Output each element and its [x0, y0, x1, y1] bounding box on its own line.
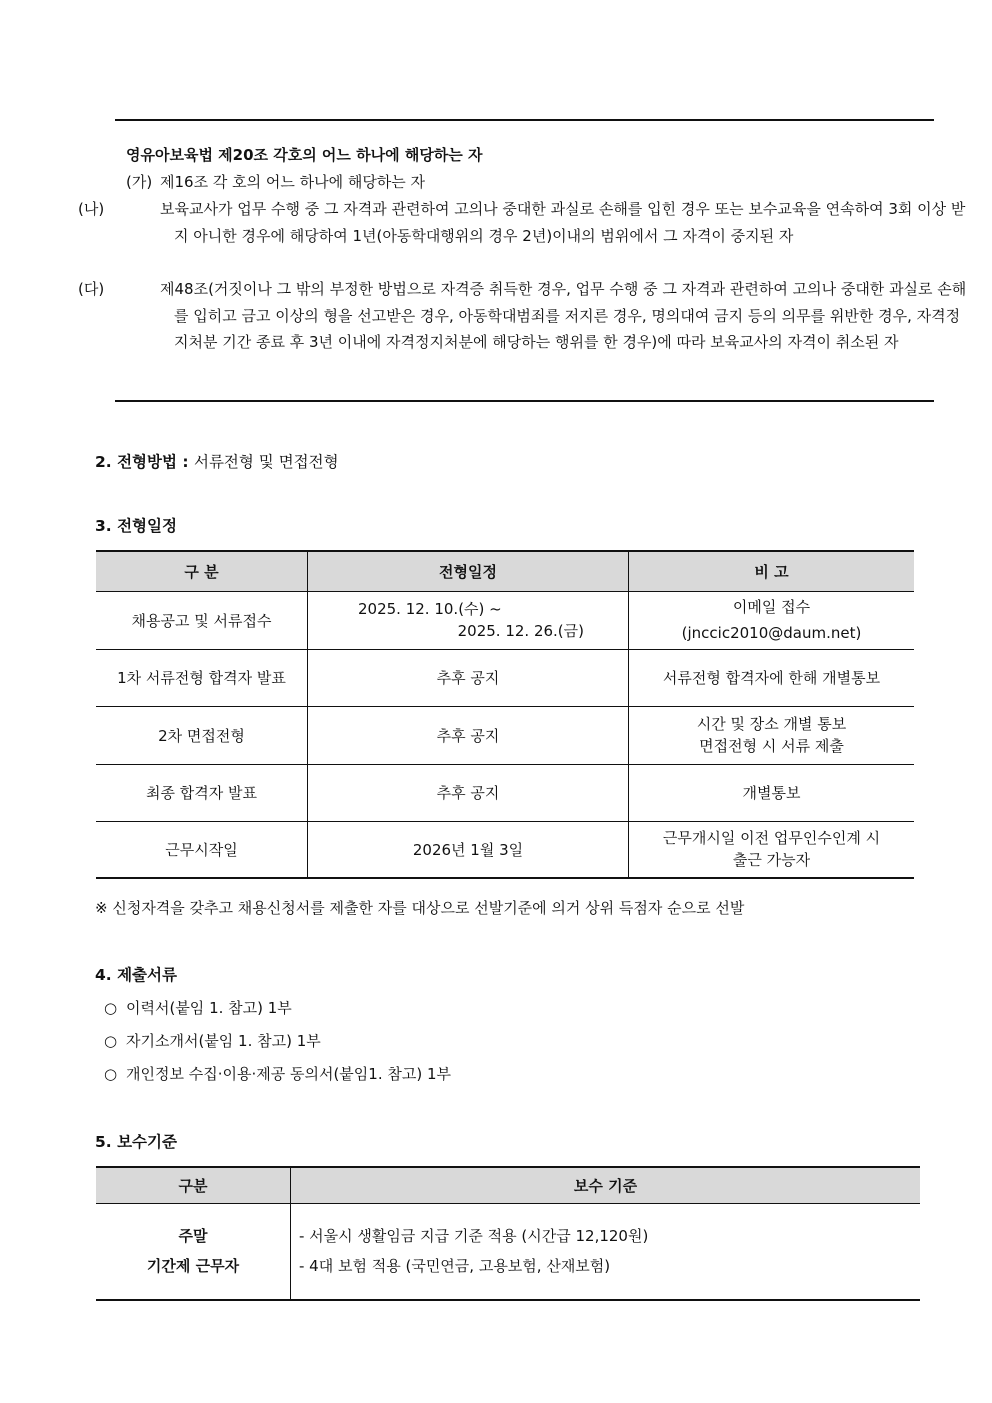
- item-label: (다): [78, 280, 105, 298]
- box-top-rule: [115, 119, 934, 121]
- section2-heading: [95, 450, 339, 472]
- note-line1: 이메일 접수: [732, 598, 811, 616]
- qualification-item-ga: [126, 169, 926, 196]
- document-item: 개인정보 수집·이용·제공 동의서(붙임1. 참고) 1부: [126, 1065, 451, 1083]
- row-schedule: [308, 591, 629, 649]
- section4-heading: 4. 제출서류: [95, 966, 177, 984]
- schedule-start: 2025. 12. 10.(수) ~: [358, 600, 502, 618]
- col-header-category: 구분: [96, 1167, 291, 1203]
- list-item: [104, 1030, 321, 1051]
- qualification-item-na: [78, 196, 974, 249]
- row-schedule: 추후 공지: [308, 649, 629, 706]
- table-row: [96, 706, 914, 764]
- email-address: (jnccic2010@daum.net): [681, 624, 862, 642]
- row-note: [629, 591, 915, 649]
- bullet-icon: ○: [104, 1032, 118, 1050]
- note-line1: 근무개시일 이전 업무인수인계 시: [662, 829, 881, 848]
- row-schedule: 추후 공지: [308, 764, 629, 821]
- section2-value: 서류전형 및 면접전형: [193, 453, 339, 471]
- row-note: 개별통보: [629, 764, 915, 821]
- bullet-icon: ○: [104, 1065, 118, 1083]
- row-note: 서류전형 합격자에 한해 개별통보: [629, 649, 915, 706]
- selection-footnote: ※ 신청자격을 갖추고 채용신청서를 제출한 자를 대상으로 선발기준에 의거 상위 득점자 순으로 선발: [95, 899, 745, 917]
- pay-table: [96, 1166, 920, 1301]
- criteria-item: - 서울시 생활임금 지급 기준 적용 (시간급 12,120원): [299, 1227, 649, 1246]
- col-header-category: 구 분: [96, 551, 308, 591]
- table-row: [96, 649, 914, 706]
- section5-heading: 5. 보수기준: [95, 1133, 177, 1151]
- row-schedule: 2026년 1월 3일: [308, 821, 629, 878]
- row-category: 근무시작일: [96, 821, 308, 878]
- row-note: [629, 706, 915, 764]
- table-row: [96, 821, 914, 878]
- qualification-item-da: [78, 276, 974, 356]
- item-label: (가): [126, 173, 153, 191]
- row-category: 채용공고 및 서류접수: [96, 591, 308, 649]
- col-header-note: 비 고: [629, 551, 915, 591]
- box-bottom-rule: [115, 400, 934, 402]
- category-line1: 주말: [178, 1227, 208, 1246]
- item-text: 보육교사가 업무 수행 중 그 자격과 관련하여 고의나 중대한 과실로 손해를 입힌 경우 또는 보수교육을 연속하여 3회 이상 받지 아니한 경우에 해당하여 1년(아동학대행위의 경우 2년)이내의 범위에서 그 자격이 중지된 자: [160, 200, 966, 245]
- row-schedule: 추후 공지: [308, 706, 629, 764]
- table-row: [96, 1203, 920, 1300]
- col-header-schedule: 전형일정: [308, 551, 629, 591]
- list-item: [104, 997, 292, 1018]
- note-line1: 시간 및 장소 개별 통보: [696, 715, 847, 733]
- note-line2: 출근 가능자: [732, 851, 811, 870]
- item-label: (나): [78, 200, 105, 218]
- qualification-title: 영유아보육법 제20조 각호의 어느 하나에 해당하는 자: [126, 146, 483, 164]
- note-line2: 면접전형 시 서류 제출: [699, 737, 844, 755]
- bullet-icon: ○: [104, 999, 118, 1017]
- item-text: 제16조 각 호의 어느 하나에 해당하는 자: [160, 173, 426, 191]
- item-text: 제48조(거짓이나 그 밖의 부정한 방법으로 자격증 취득한 경우, 업무 수행 중 그 자격과 관련하여 고의나 중대한 과실로 손해를 입히고 금고 이상의 형을 선고받은 경우, 아동학대범죄를 저지른 경우, 명의대여 금지 등의 의무를 위반한 경우, 자격정지처분 기간 종료 후 3년 이내에 자격정지처분에 해당하는 행위를 한 경우)에 따라 보육교사의 자격이 취소된 자: [160, 280, 967, 351]
- document-item: 자기소개서(붙임 1. 참고) 1부: [126, 1032, 321, 1050]
- table-row: [96, 591, 914, 649]
- row-note: [629, 821, 915, 878]
- col-header-criteria: 보수 기준: [291, 1167, 921, 1203]
- pay-criteria: [291, 1203, 921, 1300]
- row-category: 최종 합격자 발표: [96, 764, 308, 821]
- criteria-item: - 4대 보험 적용 (국민연금, 고용보험, 산재보험): [299, 1257, 611, 1276]
- section3-heading: 3. 전형일정: [95, 517, 177, 535]
- row-category: 2차 면접전형: [96, 706, 308, 764]
- list-item: [104, 1063, 451, 1084]
- schedule-end: 2025. 12. 26.(금): [457, 622, 584, 640]
- pay-category: [96, 1203, 291, 1300]
- document-item: 이력서(붙임 1. 참고) 1부: [126, 999, 292, 1017]
- row-category: 1차 서류전형 합격자 발표: [96, 649, 308, 706]
- schedule-table: [96, 550, 914, 879]
- category-line2: 기간제 근무자: [146, 1257, 240, 1276]
- section2-label: 2. 전형방법 :: [95, 453, 189, 471]
- table-row: [96, 764, 914, 821]
